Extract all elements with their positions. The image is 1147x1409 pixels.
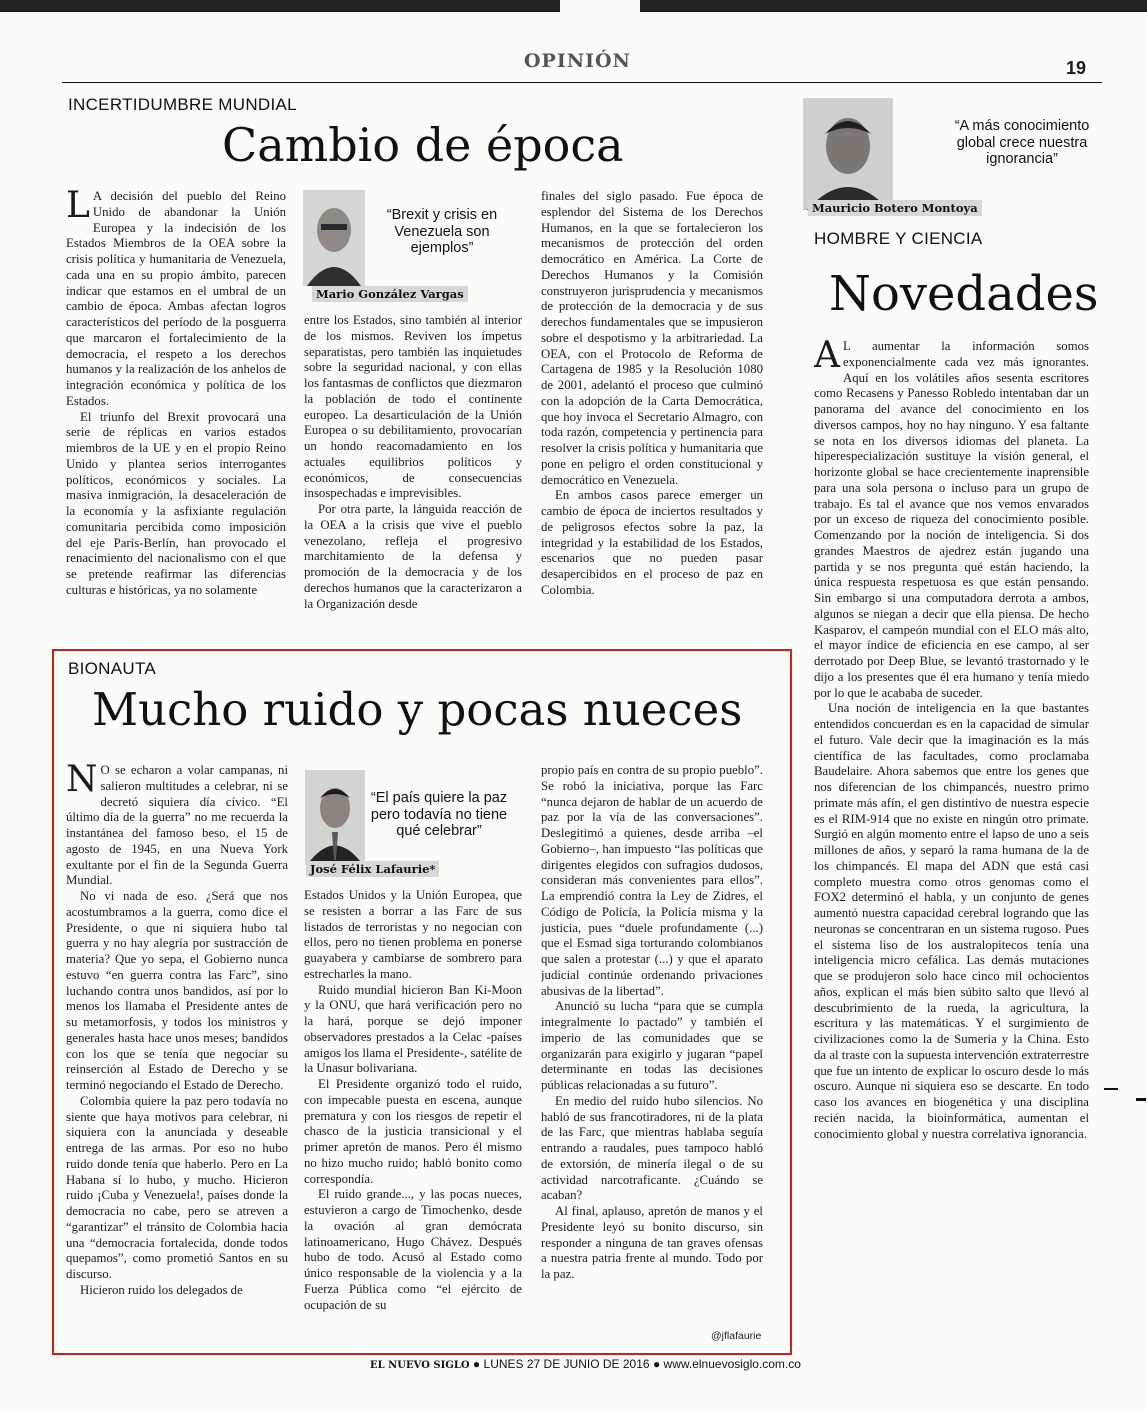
article2-kicker: HOMBRE Y CIENCIA [814,229,983,248]
article3-col1-p4: Hicieron ruido los delegados de [80,1282,243,1297]
author-photo-mario [303,190,365,286]
author-photo-jose [305,770,365,865]
article3-col3-p3: En medio del ruido hubo silencios. No habló de sus francotiradores, ni de la plata de las Farc, que mientras hablaba seguía entrando a raudales, pues tampoco habló de extorsión, de minería ilegal o de su actividad narcotraficante. ¿Cuándo se acaban? [541,1093,763,1203]
article2-pull-quote: “A más conocimiento global crece nuestra ignorancia” [954,118,1090,167]
article2-headline: Novedades [829,266,1099,322]
article3-column-1 [66,763,288,1343]
portrait-jose-icon [305,770,365,865]
footer-bullet-icon: ● [652,1357,661,1371]
footer-url: www.elnuevosiglo.com.co [663,1357,801,1371]
article3-col2-p3: El Presidente organizó todo el ruido, con impecable puesta en escena, aunque prematura y con los riesgos de repetir el chasco de la justicia transicional y el primer apretón de manos. Pero él mismo no hizo mucho ruido; habló bonito como correspondía. [304,1077,522,1186]
portrait-mario-icon [303,190,365,286]
article3-headline: Mucho ruido y pocas nueces [92,683,743,736]
article2-p1: L aumentar la información somos exponencialmente cada vez más ignorantes. Aquí en los volátiles años sesenta escritores como Recasens y Panesso Robledo intentaban dar un panorama del avance del conocimiento en los diversos campos, hoy no hay ninguno. Y esa faltante se nota en los diversos idiomas del planeta. La hiperespecialización sustituye la visión general, el horizonte global se hace crecientemente inaprensible para una sola persona o incluso para un grupo de trabajo. Es tal el avance que nos vemos envarados por un exceso de riqueza del conocimiento posible. Comenzando por la noción de inteligencia. Si dos grandes Maestros de ajedrez están jugando una partida y se nos pregunta qué están haciendo, la única respuesta respetuosa es que están pensando. Sin embargo si una computadora derrota a ambos, algunos se niegan a decir que ella piensa. De hecho Kasparov, el campeón mundial con el ELO más alto, el mayor índice de eficiencia en ese campo, al ser derrotado por Deep Blue, se levantó trastornado y le dijo a los presentes que él era humano y tenía miedo por lo que le acababa de suceder. [814,339,1089,700]
article2-body [814,339,1089,1341]
author-twitter-handle: @jflafaurie [711,1330,762,1342]
article1-pull-quote: “Brexit y crisis en Venezuela son ejemplos” [386,207,498,256]
article1-col1-p2: El triunfo del Brexit provocará una serie de réplicas en varios estados miembros de la UE y en el propio Reino Unido y plantea serios interrogantes políticos, económicos y sociales. La masiva inmigración, la desaceleración de la economía y la asfixiante regulación comunitaria percibida como imposición del eje París-Berlín, han provocado el renacimiento del nacionalismo con el que se pretende reafirmar las diferencias culturas e históricas, ya no solamente [66,409,286,597]
article3-col1-p2: No vi nada de eso. ¿Será que nos acostumbramos a la guerra, como dice el Presidente, o que ni siquiera hubo tal guerra y no hay alegría por sustracción de materia? Que yo sepa, el Gobierno nunca estuvo “en guerra contra las Farc”, sino luchando contra unos bandidos, así por lo menos los llamaba el Presidente antes de su metamorfosis, y todos los ministros y generales hasta hace unos meses; bandidos con los que se tenía que negociar su reinserción al Estado de Derecho y se terminó negociando el Estado de Derecho. [66,889,288,1092]
article1-column-3 [541,189,763,631]
portrait-mauricio-icon [803,98,893,210]
article1-column-2 [304,313,522,631]
article3-col3-p1: propio país en contra de su propio pueblo”. Se robó la iniciativa, porque las Farc “nunca dejaron de hablar de un acuerdo de paz por la vía de las conversaciones”. Deslegitimó a quienes, desde arriba –el Gobierno–, han impuesto “las políticas que dirigentes elegidos con sufragios dudosos, consideran más convenientes para ellos”. La emprendió contra la Ley de Zidres, el Código de Policía, la Policía misma y la justicia, pues “duele profundamente (...) que el Esmad siga torturando colombianos que salen a protestar (...) y que el aparato judicial continúe ordenando privaciones abusivas de la libertad”. [541,763,763,998]
article1-col2-p2: Por otra parte, la lánguida reacción de la OEA a la crisis que vive el pueblo venezolano, refleja el progresivo marchitamiento de la defensa y promoción de la democracia y de los derechos humanos que la caracterizaron a la Organización desde [304,502,522,611]
article2-p2: Una noción de inteligencia en la que bastantes entendidos concuerdan es en la capacidad de simular el futuro. Vale decir que la imaginación es la más científica de las facultades, como proclamaba Baudelaire. Ahora sabemos que entre los genes que nos diferencian de los chimpancés, nuestro primo primate más afín, el gen distintivo de nuestra especie es el RIM-914 que no existe en ningún otro primate. Surgió en algún momento entre el lapso de uno a seis millones de años, y separó la rama humana de la de los chimpancés. El mapa del ADN que está casi completo muestra como otros genomas como el FOX2 determinó el habla, y un conjunto de genes aumentó nuestra capacidad cerebral logrando que las neuronas se concentraran en un sistema rugoso. Pues el sistema liso de los australopitecos tenía una inteligencia micro cefálica. Las demás mutaciones que se produjeron solo hace cinco mil ochocientos años, explican el más bien súbito salto que llevó al descubrimiento de la rueda, la agricultura, la escritura y las matemáticas. Y el surgimiento de civilizaciones como la de Sumeria y la China. Esto da al traste con la supuesta intervención extraterrestre que fue un intento de explicar lo oscuro desde lo más oscuro. Aunque ni siquiera eso se descarte. En todo caso los avances en biogenética y una disciplina recién nacida, la bioinformática, aumentan el conocimiento global y nuestra correlativa ignorancia. [814,701,1089,1141]
footer-paper-name: EL NUEVO SIGLO [370,1360,470,1371]
article1-dropcap: L [66,189,90,226]
footer-bullet-icon: ● [472,1357,481,1371]
article1-col3-p1: finales del siglo pasado. Fue época de esplendor del Sistema de los Derechos Humanos, en la que se fortalecieron los mecanismos de protección del orden democrático en América. La Corte de Derechos Humanos y la Comisión construyeron jurisprudencia y mecanismos de protección de la democracia y de sus derechos fundamentales que se impusieron sobre el despotismo y la arbitrariedad. La OEA, con el Protocolo de Reforma de Cartagena de 1985 y la Resolución 1080 de 2001, adelantó el proceso que culminó con la adopción de la Carta Democrática, que hoy invoca el Secretario Almagro, con toda razón, competencia y pertinencia para resolver la crisis política y humanitaria que pone en peligro el orden constitucional y democrático en Venezuela. [541,189,763,487]
article3-col2-p2: Ruido mundial hicieron Ban Ki-Moon y la ONU, que hará verificación pero no la hará, porque se dejó imponer observadores prestados a la Celac -países amigos los llama el Presidente-, satélite de la Unasur bolivariana. [304,982,522,1076]
article1-col3-p2: En ambos casos parece emerger un cambio de época de inciertos resultados y de peligrosos efectos sobre la paz, la integridad y la estabilidad de los Estados, escenarios que no pueden pasar desapercibidos en el proceso de paz en Colombia. [541,488,763,597]
footer-date: LUNES 27 DE JUNIO DE 2016 [483,1357,650,1371]
section-title: OPINIÓN [524,50,631,72]
article1-author-caption: Mario González Vargas [312,286,468,302]
scan-mark [1136,1098,1146,1101]
article3-col3-p2: Anunció su lucha “para que se cumpla integralmente lo pactado” y también el imperio de las comunidades que se organizarán para exigirlo y jugaran “papel determinante en todas las decisiones públicas relacionadas a su futuro”. [541,999,763,1092]
article3-dropcap: N [66,763,98,800]
scan-mark [1104,1088,1118,1090]
article3-author-caption: José Félix Lafaurie* [306,861,439,877]
article3-column-3 [541,763,763,1331]
article2-author-caption: Mauricio Botero Montoya [808,200,982,216]
top-strip-gap [560,0,640,12]
article1-kicker: INCERTIDUMBRE MUNDIAL [68,95,297,114]
article1-headline: Cambio de época [222,118,624,172]
article3-col2-p1: Estados Unidos y la Unión Europea, que se resisten a borrar a las Farc de sus listados de terroristas y no negocian con ellos, pero no tienen problema en ponerse guayabera y cambiarse de sombrero para estrecharles la mano. [304,888,522,981]
article3-kicker: BIONAUTA [68,659,157,678]
article3-column-2 [304,888,522,1343]
article3-pull-quote: “El país quiere la paz pero todavía no tiene qué celebrar” [370,790,508,839]
article1-col2-p1: entre los Estados, sino también al interior de los mismos. Reviven los ímpetus separatistas, pero también las inquietudes sobre la seguridad nacional, y con ellas los fantasmas de conflictos que diezmaron la población de todo el continente europeo. La desarticulación de la Unión Europea o su debilitamiento, provocarían un hondo reacomadamiento en los actuales equilibrios políticos y económicos, de consecuencias insospechadas e imprevisibles. [304,313,522,501]
header-rule [62,82,1102,83]
page-number: 19 [1066,58,1087,78]
article3-col3-p4: Al final, aplauso, apretón de manos y el Presidente leyó su bonito discurso, sin responder a ninguna de tan graves ofensas a nuestra patria frente al mundo. Todo por la paz. [541,1204,763,1281]
article3-col2-p4: El ruido grande..., y las pocas nueces, estuvieron a cargo de Timochenko, desde la ovación al gran demócrata latinoamericano, Hugo Chávez. Después hubo de todo. Acusó al Estado como único responsable de la violencia y a la Fuerza Pública como “el ejército de ocupación de su [304,1187,522,1312]
article1-col1-p1: A decisión del pueblo del Reino Unido de abandonar la Unión Europea y la indecisión de los Estados Miembros de la OEA sobre la crisis política y humanitaria de Venezuela, cada una en su propio ámbito, parecen indicar que estamos en el umbral de un cambio de época. Ambas afectan logros característicos del período de la posguerra que marcaron el fortalecimiento de la democracia, el respeto a los derechos humanos y la realización de los anhelos de integración económica y política de los Estados. [66,189,286,408]
author-photo-mauricio [803,98,893,210]
footer-line [370,1357,801,1371]
article1-column-1 [66,189,286,631]
article2-dropcap: A [814,339,840,376]
article3-col1-p3: Colombia quiere la paz pero todavía no siente que haya motivos para celebrar, ni siquiera con la anunciada y deseable entrega de las armas. Por eso no hubo ruido donde tenía que haberlo. Pero en La Habana sí lo hubo, y mucho. Hicieron ruido ¡Cuba y Venezuela!, países donde la democracia no cabe, pero se atreven a “garantizar” el tránsito de Colombia hacia una “democracia fortalecida, donde todos quepamos”, como prometió Santos en su discurso. [66,1093,288,1281]
article3-col1-p1: O se echaron a volar campanas, ni salieron multitudes a celebrar, ni se decretó siquiera día cívico. “El último día de la guerra” no me recuerda la instantánea del famoso beso, el 15 de agosto de 1945, en una Nueva York exultante por el fin de la Segunda Guerra Mundial. [66,763,288,888]
